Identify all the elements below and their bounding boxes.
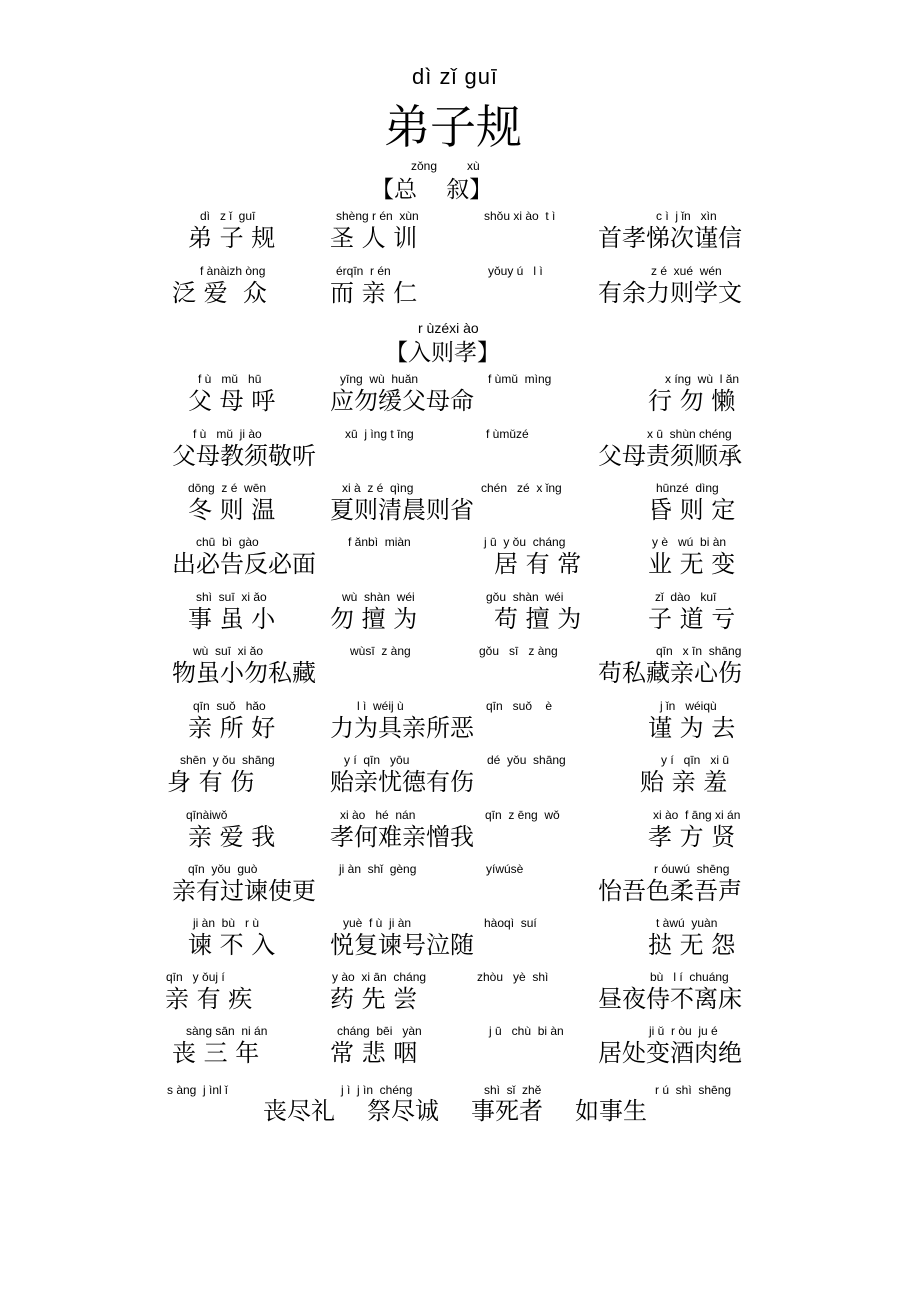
verse-phrase: 昏 则 定: [648, 496, 736, 524]
pinyin-phrase: j ū chù bi àn: [489, 1024, 564, 1038]
pinyin-phrase: y ào xi ān cháng: [332, 970, 427, 984]
pinyin-phrase: yuè f ù ji àn: [343, 916, 412, 930]
pinyin-phrase: j ū y ǒu cháng: [484, 535, 566, 549]
pinyin-phrase: wù suī xi ǎo: [193, 644, 264, 658]
pinyin-phrase: x íng wù l ǎn: [665, 372, 740, 386]
pinyin-phrase: xi ào f āng xi án: [653, 808, 741, 822]
verse-phrase: 子 道 亏: [648, 605, 736, 633]
pinyin-phrase: hàoqì suí: [484, 916, 537, 930]
verse-phrase: 苟私藏亲心伤: [598, 659, 742, 687]
pinyin-phrase: ji àn bù r ù: [193, 916, 260, 930]
verse-phrase: 丧 三 年: [172, 1039, 260, 1067]
pinyin-phrase: bù l í chuáng: [650, 970, 729, 984]
verse-phrase: 悦复谏号泣随: [330, 931, 474, 959]
last-line-pinyin: r ú shì shēng: [655, 1083, 732, 1097]
verse-phrase: 业 无 变: [648, 550, 736, 578]
verse-phrase: 孝 方 贤: [648, 823, 736, 851]
verse-phrase: 常 悲 咽: [330, 1039, 418, 1067]
pinyin-phrase: qīn y ǒuj í: [166, 970, 225, 984]
pinyin-phrase: qīn z ēng wǒ: [485, 808, 560, 822]
pinyin-phrase: f ù mǔ ji ào: [193, 427, 262, 441]
last-line-verse: 丧尽礼: [263, 1097, 335, 1125]
title-pinyin: dì zǐ guī: [412, 64, 499, 89]
verse-phrase: 事 虽 小: [188, 605, 276, 633]
pinyin-phrase: shǒu xi ào t ì: [484, 209, 556, 223]
pinyin-phrase: x ū shùn chéng: [647, 427, 732, 441]
pinyin-phrase: zǐ dào kuī: [655, 590, 717, 604]
verse-phrase: 勿 擅 为: [330, 605, 418, 633]
verse-phrase: 物虽小勿私藏: [172, 659, 316, 687]
verse-phrase: 居 有 常: [494, 550, 582, 578]
verse-phrase: 冬 则 温: [188, 496, 276, 524]
verse-phrase: 有余力则学文: [598, 279, 742, 307]
pinyin-phrase: yǒuy ú l ì: [488, 264, 543, 278]
verse-phrase: 亲 有 疾: [165, 985, 253, 1013]
pinyin-phrase: chū bì gào: [196, 535, 259, 549]
verse-phrase: 亲有过谏使更: [172, 877, 316, 905]
pinyin-phrase: shēn y ǒu shāng: [180, 753, 275, 767]
pinyin-phrase: z é xué wén: [651, 264, 722, 278]
last-line-verse: 如事生: [575, 1097, 647, 1125]
verse-phrase: 首孝悌次谨信: [598, 224, 742, 252]
pinyin-phrase: f ù mǔ hū: [198, 372, 262, 386]
pinyin-phrase: t àwú yuàn: [656, 916, 718, 930]
verse-phrase: 圣 人 训: [330, 224, 418, 252]
last-line-verse: 事死者: [471, 1097, 543, 1125]
pinyin-phrase: cháng bēi yàn: [337, 1024, 422, 1038]
pinyin-phrase: f ùmǔ mìng: [488, 372, 552, 386]
pinyin-phrase: j ǐn wéiqù: [660, 699, 717, 713]
pinyin-phrase: wù shàn wéi: [342, 590, 415, 604]
section-pinyin: r ùzéxi ào: [418, 320, 479, 336]
verse-phrase: 应勿缓父母命: [330, 387, 474, 415]
section-heading: 【总 叙】: [371, 177, 493, 203]
pinyin-phrase: f ùmǔzé: [486, 427, 529, 441]
verse-phrase: 弟 子 规: [188, 224, 276, 252]
verse-phrase: 怡吾色柔吾声: [598, 877, 742, 905]
pinyin-phrase: xi à z é qìng: [342, 481, 414, 495]
pinyin-phrase: xū j ìng t īng: [345, 427, 414, 441]
section-heading: 【入则孝】: [385, 340, 500, 366]
section-pinyin: zǒng xù: [411, 159, 480, 173]
verse-phrase: 贻亲忧德有伤: [330, 768, 474, 796]
verse-phrase: 昼夜侍不离床: [598, 985, 742, 1013]
verse-phrase: 苟 擅 为: [494, 605, 582, 633]
pinyin-phrase: r óuwú shēng: [654, 862, 730, 876]
verse-phrase: 夏则清晨则省: [330, 496, 474, 524]
pinyin-phrase: qīn yǒu guò: [188, 862, 258, 876]
verse-phrase: 出必告反必面: [172, 550, 316, 578]
page-title: 弟子规: [384, 100, 522, 154]
pinyin-phrase: ji ǔ r òu ju é: [649, 1024, 718, 1038]
pinyin-phrase: gǒu sī z àng: [479, 644, 558, 658]
pinyin-phrase: y í qīn yōu: [344, 753, 410, 767]
pinyin-phrase: ji àn shǐ gèng: [339, 862, 417, 876]
pinyin-phrase: xi ào hé nán: [340, 808, 416, 822]
pinyin-phrase: y è wú bi àn: [652, 535, 727, 549]
pinyin-phrase: shèng r én xùn: [336, 209, 419, 223]
pinyin-phrase: qīnàiwǒ: [186, 808, 228, 822]
verse-phrase: 谏 不 入: [188, 931, 276, 959]
pinyin-phrase: c ì j ǐn xìn: [656, 209, 717, 223]
pinyin-phrase: qīn suǒ hǎo: [193, 699, 266, 713]
last-line-pinyin: j ì j ìn chéng: [341, 1083, 413, 1097]
pinyin-phrase: shì suī xi ǎo: [196, 590, 267, 604]
pinyin-phrase: dé yǒu shāng: [487, 753, 566, 767]
pinyin-phrase: yīng wù huǎn: [340, 372, 419, 386]
pinyin-phrase: chén zé x ǐng: [481, 481, 562, 495]
verse-phrase: 行 勿 懒: [648, 387, 736, 415]
pinyin-phrase: zhòu yè shì: [477, 970, 549, 984]
pinyin-phrase: dì z ǐ guī: [200, 209, 256, 223]
verse-phrase: 亲 所 好: [188, 714, 276, 742]
pinyin-phrase: wùsī z àng: [350, 644, 411, 658]
pinyin-phrase: érqīn r én: [336, 264, 391, 278]
verse-phrase: 孝何难亲憎我: [330, 823, 474, 851]
verse-phrase: 身 有 伤: [167, 768, 255, 796]
verse-phrase: 挞 无 怨: [648, 931, 736, 959]
pinyin-phrase: qīn x īn shāng: [656, 644, 742, 658]
pinyin-phrase: f ǎnbì miàn: [348, 535, 411, 549]
verse-phrase: 父 母 呼: [188, 387, 276, 415]
pinyin-phrase: y í qīn xi ū: [661, 753, 730, 767]
pinyin-phrase: hūnzé dìng: [656, 481, 719, 495]
pinyin-phrase: yíwúsè: [486, 862, 524, 876]
last-line-verse: 祭尽诚: [367, 1097, 439, 1125]
pinyin-phrase: dōng z é wēn: [188, 481, 267, 495]
verse-phrase: 泛 爱 众: [172, 279, 267, 307]
verse-phrase: 力为具亲所恶: [330, 714, 474, 742]
pinyin-phrase: f ànàizh òng: [200, 264, 266, 278]
verse-phrase: 贻 亲 羞: [640, 768, 728, 796]
pinyin-phrase: gǒu shàn wéi: [486, 590, 564, 604]
pinyin-phrase: l ì wéij ù: [357, 699, 404, 713]
pinyin-phrase: qīn suǒ è: [486, 699, 553, 713]
verse-phrase: 居处变酒肉绝: [598, 1039, 742, 1067]
pinyin-phrase: sàng sān ni án: [186, 1024, 268, 1038]
last-line-pinyin: shì sǐ zhě: [484, 1083, 542, 1097]
verse-phrase: 而 亲 仁: [330, 279, 418, 307]
last-line-pinyin: s àng j ìnl ǐ: [167, 1083, 228, 1097]
verse-phrase: 父母责须顺承: [598, 442, 742, 470]
verse-phrase: 亲 爱 我: [188, 823, 276, 851]
verse-phrase: 父母教须敬听: [172, 442, 316, 470]
verse-phrase: 药 先 尝: [330, 985, 418, 1013]
verse-phrase: 谨 为 去: [648, 714, 736, 742]
